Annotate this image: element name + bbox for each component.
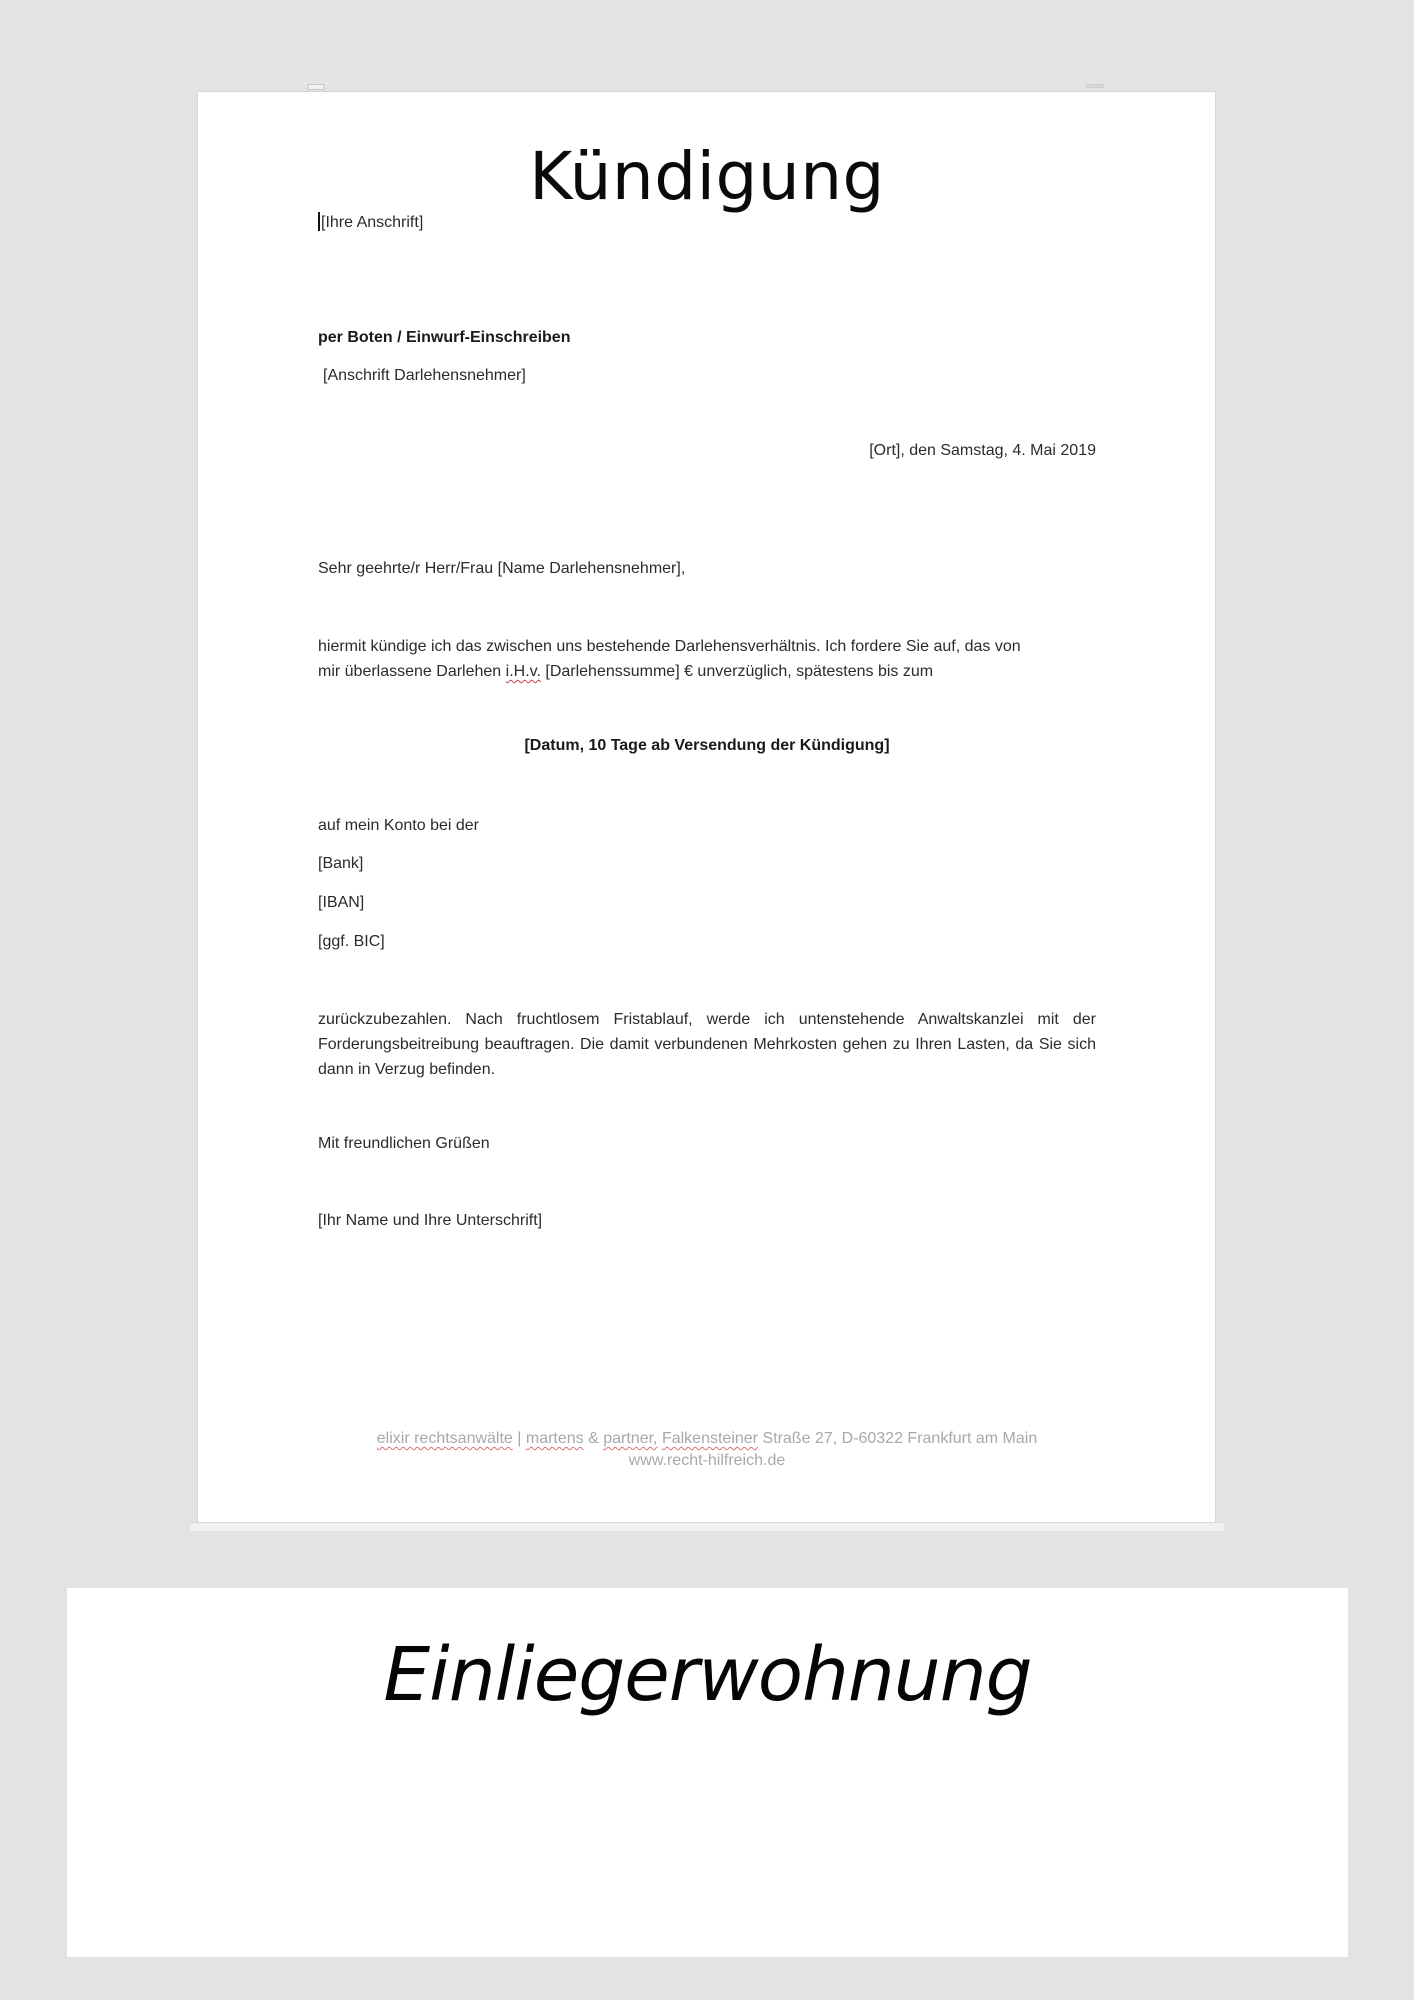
closing: Mit freundlichen Grüßen: [318, 1135, 490, 1152]
sender-address: [Ihre Anschrift]: [321, 214, 424, 231]
signature-placeholder: [Ihr Name und Ihre Unterschrift]: [318, 1212, 543, 1229]
spellcheck-flagged-word[interactable]: i.H.v.: [505, 663, 541, 680]
footer-address-rest: Straße 27, D-60322 Frankfurt am Main: [758, 1430, 1038, 1447]
text-segment: [Darlehenssumme] € unverzüglich, spätestens bis zum: [540, 663, 934, 680]
paragraph-termination: [318, 634, 1096, 684]
sender-address-line[interactable]: [318, 212, 423, 232]
paragraph-termination-line-2: [318, 659, 1096, 684]
iban-field: [IBAN]: [318, 894, 365, 911]
deadline-date: [Datum, 10 Tage ab Versendung der Kündigung]: [524, 737, 890, 754]
text-cursor: [318, 212, 320, 231]
recipient-address: [Anschrift Darlehensnehmer]: [323, 367, 526, 384]
salutation: Sehr geehrte/r Herr/Frau [Name Darlehensnehmer],: [318, 560, 686, 577]
page-bottom-edge: [190, 1522, 1224, 1531]
document-page: [197, 91, 1216, 1523]
bank-field: [Bank]: [318, 855, 364, 872]
footer-street-name: Falkensteiner: [661, 1430, 758, 1447]
footer-ampersand: &: [583, 1430, 604, 1447]
account-intro: auf mein Konto bei der: [318, 817, 479, 834]
caption-banner: [67, 1588, 1348, 1957]
document-footer: [0, 1428, 1414, 1472]
bic-field: [ggf. BIC]: [318, 933, 385, 950]
footer-address-line: [0, 1428, 1414, 1450]
text-segment: mir überlassene Darlehen: [318, 663, 506, 680]
paragraph-termination-line-1: hiermit kündige ich das zwischen uns bestehende Darlehensverhältnis. Ich fordere Sie auf, das von: [318, 638, 1021, 655]
footer-firm-2: martens: [525, 1430, 584, 1447]
footer-separator: |: [512, 1430, 526, 1447]
place-date: [Ort], den Samstag, 4. Mai 2019: [869, 442, 1096, 459]
footer-website: www.recht-hilfreich.de: [628, 1452, 786, 1469]
margin-marker-left-icon: [308, 84, 324, 90]
footer-firm-1: elixir rechtsanwälte: [376, 1430, 513, 1447]
document-title: Kündigung: [529, 138, 885, 215]
footer-firm-3: partner,: [603, 1430, 658, 1447]
delivery-method: per Boten / Einwurf-Einschreiben: [318, 329, 571, 346]
paragraph-repayment: zurückzubezahlen. Nach fruchtlosem Fristablauf, werde ich untenstehende Anwaltskanzlei mit der Forderungsbeitreibung beauftragen. Die damit verbundenen Mehrkosten gehen zu Ihren Lasten, da Sie sich dann in Verzug befinden.: [318, 1011, 1096, 1078]
margin-marker-right-icon: [1086, 84, 1104, 88]
banner-title: Einliegerwohnung: [383, 1632, 1032, 1718]
